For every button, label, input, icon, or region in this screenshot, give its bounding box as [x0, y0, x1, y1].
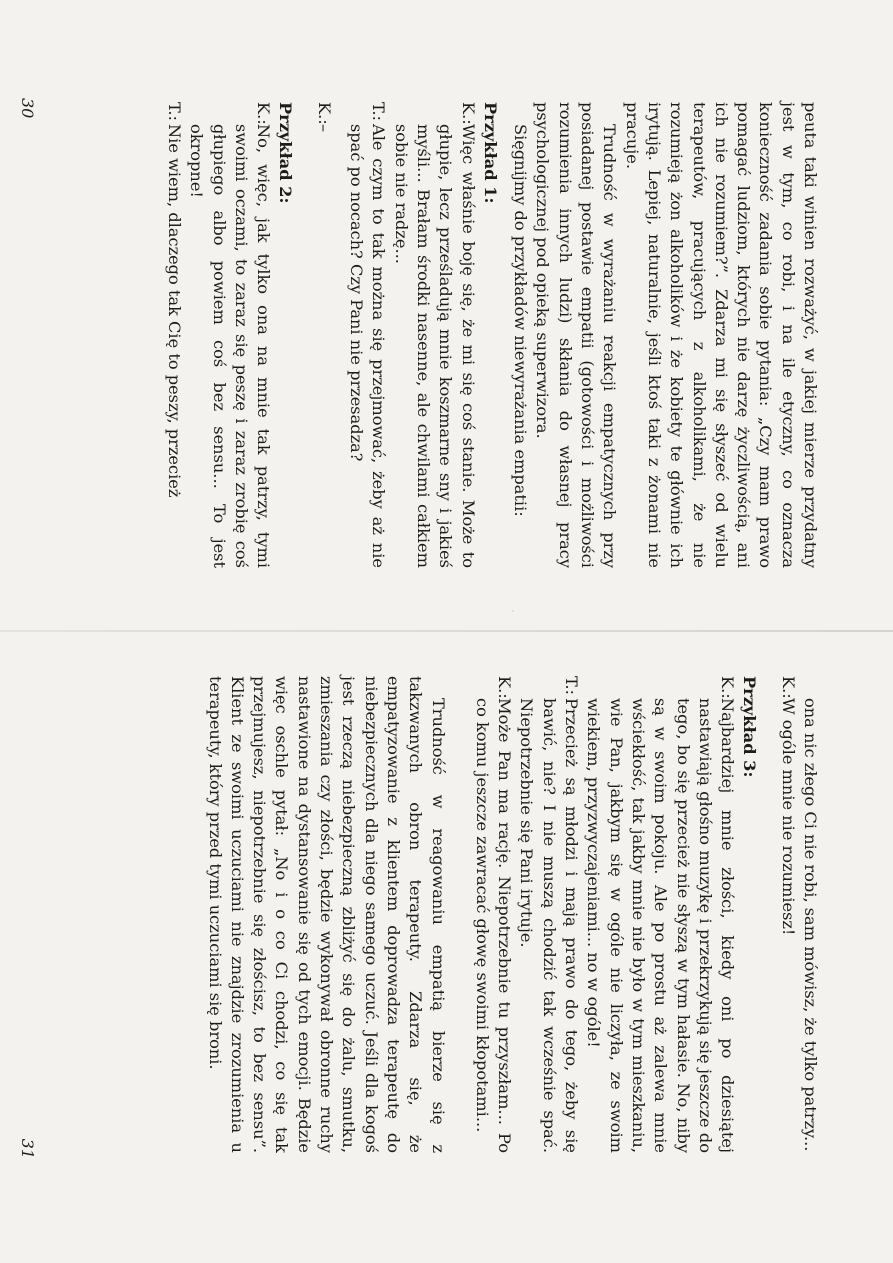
utterance: Najbardziej mnie złości, kiedy oni po dziesiątej nastawiają głośno muzykę i przekrzykują się jeszcze do tego, bo się przecież nie słyszą w tym hałasie. No, niby są w swoim pokoju. Ale po prostu aż zalewa mnie wściekłość, tak jakby mnie nie było w tym mieszkaniu, wie Pan, jakbym się w ogóle nie liczyła, ze swoim wiekiem, przyzwyczajeniami... no w ogóle! — [584, 698, 738, 1153]
utterance: Ale czym to tak można się przejmować, żeby aż nie spać po nocach? Czy Pani nie przesadza? — [347, 124, 389, 568]
speaker: T.: — [562, 676, 582, 696]
page-number: 31 — [18, 1138, 38, 1159]
paragraph: Trudność w wyrażaniu reakcji empatycznych przy posiadanej postawie empatii (gotowości i możliwości rozumienia innych ludzi) skłania do własnej pracy psychologicznej pod opieką superwizora. — [533, 102, 620, 568]
dialog-line — [185, 102, 274, 568]
dialog-line — [582, 676, 738, 1153]
example-heading: Przykład 2: — [276, 102, 296, 204]
right-page — [0, 632, 893, 1263]
utterance: ona nic złego Ci nie robi, sam mówisz, że tylko patrzy... — [801, 698, 820, 1152]
utterance: Więc właśnie boję się, że mi się coś stanie. Może to głupie, lecz prześladują mnie koszmarne sny i jakieś myśli... Brałam środki nasenne, ale chwilami całkiem sobie nie radzę... — [391, 124, 478, 568]
paragraph: peuta taki winien rozważyć, w jakiej mierze przydatny jest w tym, co robi, i na ile etyczny, co oznacza konieczność zadania sobie pytania: „Czy mam prawo pomagać ludziom, których nie darzę życzliwością, ani ich nie rozumiem?”. Zdarza mi się słyszeć od wielu terapeutów, pracujących z alkoholikami, że nie rozumieją żon alkoholików i że kobiety te głównie ich irytują. Lepiej, naturalnie, jeśli ktoś taki z żonami nie pracuje. — [622, 102, 820, 568]
utterance: W ogóle mnie nie rozumiesz! — [778, 698, 798, 936]
utterance: Nie wiem, dlaczego tak Cię to peszy, przecież — [164, 124, 184, 498]
dialog-line — [163, 102, 185, 568]
speaker: T.: — [369, 102, 389, 122]
utterance: Przecież są młodzi i mają prawo do tego, żeby się bawić, nie? I nie muszą chodzić tak wcześnie spać. Niepotrzebnie się Pani irytuje. — [517, 698, 582, 1153]
dialog-line — [515, 676, 582, 1153]
utterance: – — [314, 124, 334, 133]
utterance: Może Pan ma rację. Niepotrzebnie tu przyszłam... Po co komu jeszcze zawracać głowę swoimi kłopotami... — [472, 698, 515, 1153]
page-number: 30 — [18, 98, 38, 119]
speaker: K.: — [718, 676, 738, 699]
dialog-line — [471, 676, 516, 1153]
example-heading: Przykład 1: — [480, 102, 500, 204]
speaker: T.: — [164, 102, 184, 122]
scan-speck — [512, 610, 514, 612]
dialog-line — [799, 676, 821, 1153]
speaker: K.: — [254, 102, 274, 125]
speaker: K.: — [314, 102, 334, 125]
dialog-line — [776, 676, 798, 1153]
scan-speck — [268, 480, 270, 482]
utterance: No, więc, jak tylko ona na mnie tak patrzy, tymi swoimi oczami, to zaraz się peszę i zaraz zrobię coś głupiego albo powiem coś bez sensu... To jest okropne! — [187, 124, 274, 568]
speaker: K.: — [495, 676, 515, 699]
dialog-line — [345, 102, 390, 568]
paragraph: Sięgnijmy do przykładów niewyrażania empatii: — [511, 124, 531, 517]
dialog-line — [389, 102, 478, 568]
example-heading: Przykład 3: — [740, 676, 760, 778]
dialog-line — [312, 102, 334, 568]
paragraph: Trudność w reagowaniu empatią bierze się z takzwanych obron terapeuty. Zdarza się, że empatyzowanie z klientem doprowadza terapeutę do niebezpiecznych dla niego samego uczuć. Jeśli dla kogoś jest rzeczą niebezpieczną zbliżyć się do żalu, smutku, zmieszania czy złości, będzie wykonywał obronne ruchy nastawione na dystansowanie się od tych emocji. Będzie więc oschle pytał: „No i o co Ci chodzi, co się tak przejmujesz, niepotrzebnie się złościsz, to bez sensu”. Klient ze swoimi uczuciami nie znajdzie zrozumienia u terapeuty, który przed tymi uczuciami się broni. — [205, 676, 448, 1153]
speaker: K.: — [458, 102, 478, 125]
speaker: K.: — [778, 676, 798, 699]
